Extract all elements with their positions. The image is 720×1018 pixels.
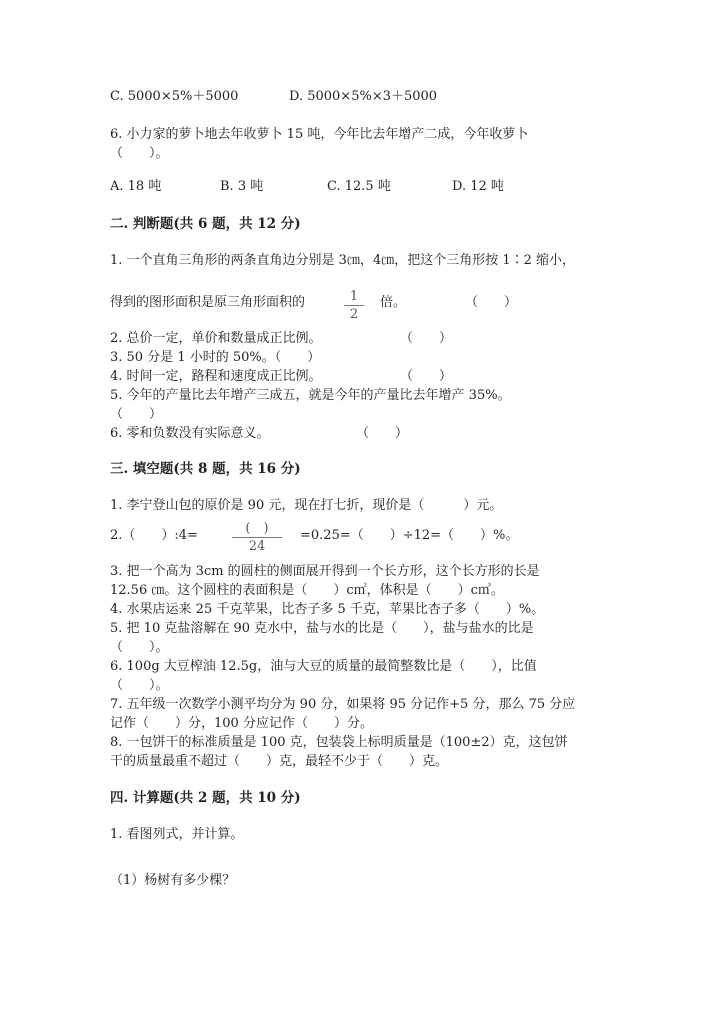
s2-q1-line2: 得到的图形面积是原三角形面积的 xyxy=(110,295,306,310)
s2-q1-fraction xyxy=(344,289,364,322)
fraction-denominator: 2 xyxy=(349,307,359,322)
s2-q5-line1: 5. 今年的产量比去年增产三成五，就是今年的产量比去年增产 35%。 xyxy=(110,388,511,403)
s3-q6-line1: 6. 100g 大豆榨油 12.5g，油与大豆的质量的最简整数比是（ ），比值 xyxy=(110,659,537,674)
s3-q7-line1: 7. 五年级一次数学小测平均分为 90 分，如果将 95 分记作+5 分，那么 75 分应 xyxy=(110,697,576,712)
s2-q4: 4. 时间一定，路程和速度成正比例。 xyxy=(110,369,322,384)
q6-stem: 6. 小力家的萝卜地去年收萝卜 15 吨，今年比去年增产二成，今年收萝卜 xyxy=(110,127,529,142)
s2-q1-blank: （ ） xyxy=(465,295,518,310)
fraction-bar xyxy=(344,305,364,306)
s3-q8-line2: 干的质量最重不超过（ ）克，最轻不少于（ ）克。 xyxy=(110,754,449,769)
fraction-numerator: 1 xyxy=(349,289,359,304)
s3-q5-line2: （ ）。 xyxy=(110,640,169,655)
s3-q2-fraction xyxy=(232,521,282,554)
s2-q3: 3. 50 分是 1 小时的 50%。（ ） xyxy=(110,350,321,365)
q6-option-c: C. 12.5 吨 xyxy=(327,179,391,194)
s2-q1-line1: 1. 一个直角三角形的两条直角边分别是 3㎝，4㎝，把这个三角形按 1∶2 缩小， xyxy=(110,253,576,268)
fraction-bar xyxy=(232,537,282,538)
section-3-title: 三. 填空题(共 8 题，共 16 分) xyxy=(110,461,301,477)
q6-option-d: D. 12 吨 xyxy=(452,179,504,194)
q5-option-d: D. 5000×5%×3＋5000 xyxy=(289,89,438,104)
s3-q3-line2: 12.56 ㎝。这个圆柱的表面积是（ ）c㎡，体积是（ ）c㎥。 xyxy=(110,583,504,598)
s3-q3-line1: 3. 把一个高为 3cm 的圆柱的侧面展开得到一个长方形，这个长方形的长是 xyxy=(110,564,540,579)
s2-q6: 6. 零和负数没有实际意义。 xyxy=(110,426,270,441)
s3-q1: 1. 李宁登山包的原价是 90 元，现在打七折，现价是（ ）元。 xyxy=(110,498,503,513)
q6-blank: （ ）。 xyxy=(110,146,169,161)
s3-q7-line2: 记作（ ）分，100 分应记作（ ）分。 xyxy=(110,716,373,731)
s2-q1-tail: 倍。 xyxy=(380,295,407,310)
section-4-title: 四. 计算题(共 2 题，共 10 分) xyxy=(110,790,301,806)
q5-option-c: C. 5000×5%＋5000 xyxy=(110,89,239,104)
s3-q2-b: =0.25=（ ）÷12=（ ）%。 xyxy=(300,528,519,543)
s2-q2: 2. 总价一定，单价和数量成正比例。 xyxy=(110,331,322,346)
s4-q1: 1. 看图列式，并计算。 xyxy=(110,827,244,842)
s3-q2-a: 2.（ ）:4= xyxy=(110,528,198,543)
section-2-title: 二. 判断题(共 6 题，共 12 分) xyxy=(110,216,301,232)
fraction-numerator: ( ) xyxy=(245,521,269,536)
s3-q6-line2: （ ）。 xyxy=(110,678,169,693)
q6-option-b: B. 3 吨 xyxy=(220,179,264,194)
s2-q5-line2: （ ） xyxy=(110,407,163,422)
q6-option-a: A. 18 吨 xyxy=(110,179,162,194)
s2-q6-blank: （ ） xyxy=(356,426,409,441)
fraction-denominator: 24 xyxy=(248,539,266,554)
s4-q1-sub: （1）杨树有多少棵？ xyxy=(110,873,236,888)
s3-q4: 4. 水果店运来 25 千克苹果，比杏子多 5 千克，苹果比杏子多（ ）%。 xyxy=(110,602,545,617)
s2-q2-blank: （ ） xyxy=(400,331,453,346)
s3-q8-line1: 8. 一包饼干的标准质量是 100 克，包装袋上标明质量是（100±2）克，这包饼 xyxy=(110,735,568,750)
s2-q4-blank: （ ） xyxy=(400,369,453,384)
s3-q5-line1: 5. 把 10 克盐溶解在 90 克水中，盐与水的比是（ ），盐与盐水的比是 xyxy=(110,621,534,636)
